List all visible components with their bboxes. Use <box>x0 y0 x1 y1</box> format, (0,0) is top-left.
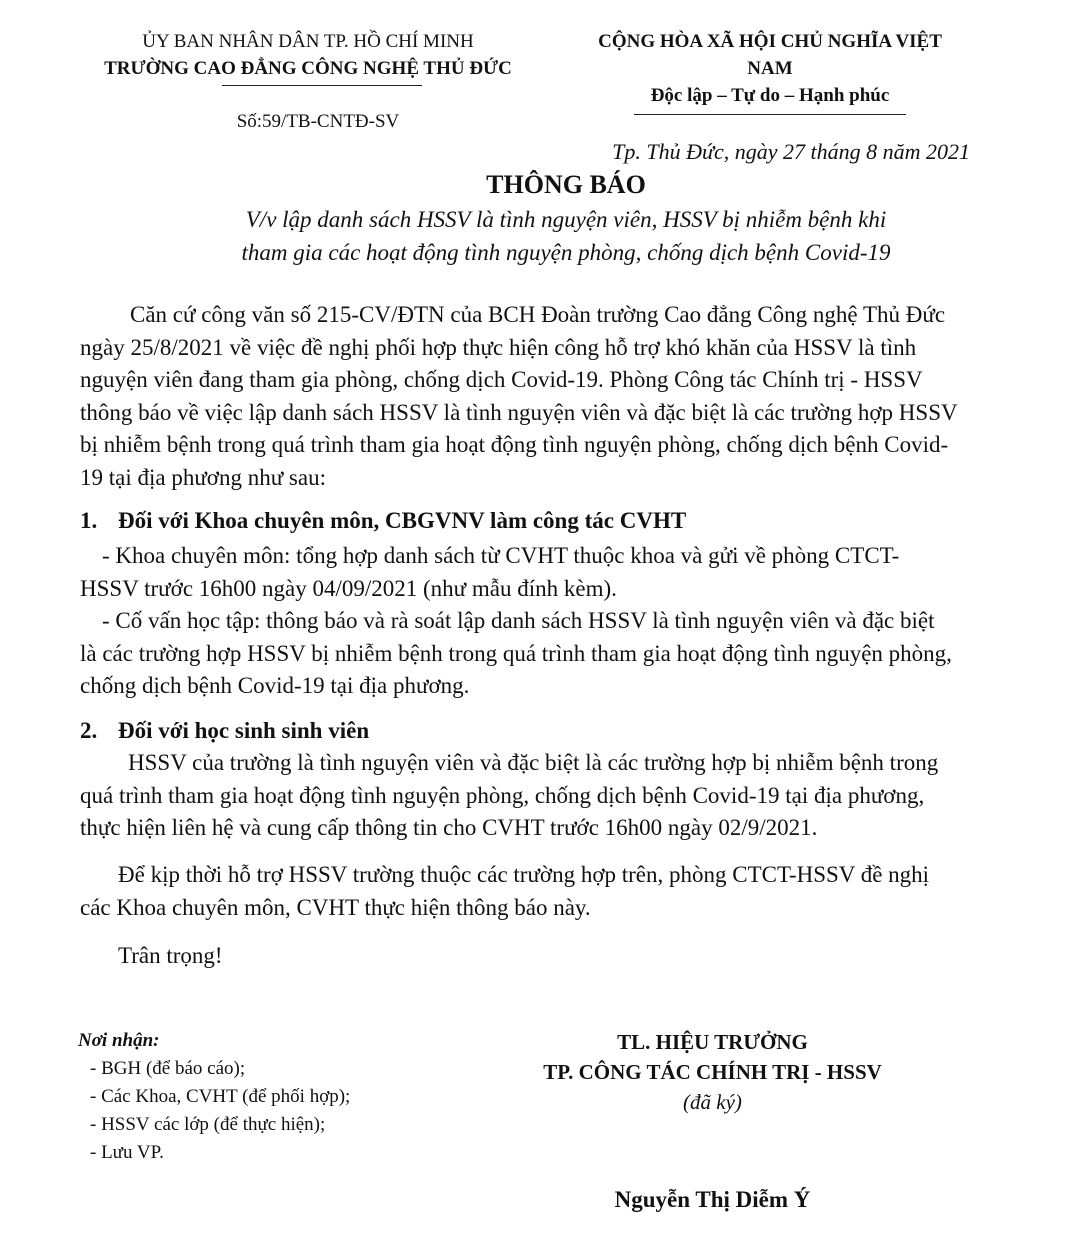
recipient-item: - Các Khoa, CVHT (để phối hợp); <box>90 1086 351 1107</box>
recipient-item: - Lưu VP. <box>90 1142 164 1163</box>
intro-line: thông báo về việc lập danh sách HSSV là tình nguyện viên và đặc biệt là các trường hợp HSSV <box>80 399 958 425</box>
section-2-body <box>80 747 1000 845</box>
document-number: Số:59/TB-CNTĐ-SV <box>236 111 400 132</box>
agency-name: TRƯỜNG CAO ĐẲNG CÔNG NGHỆ THỦ ĐỨC <box>104 58 512 79</box>
section-1-line: - Khoa chuyên môn: tổng hợp danh sách từ CVHT thuộc khoa và gửi về phòng CTCT- <box>102 543 900 568</box>
section-1-line: - Cố vấn học tập: thông báo và rà soát lập danh sách HSSV là tình nguyện viên và đặc biệt <box>102 608 935 633</box>
regards: Trân trọng! <box>118 943 223 968</box>
intro-line: nguyện viên đang tham gia phòng, chống dịch Covid-19. Phòng Công tác Chính trị - HSSV <box>80 367 923 392</box>
signature-department: TP. CÔNG TÁC CHÍNH TRỊ - HSSV <box>543 1060 882 1084</box>
document-title: THÔNG BÁO <box>486 170 646 199</box>
intro-paragraph <box>80 299 1000 494</box>
intro-line: bị nhiễm bệnh trong quá trình tham gia hoạt động tình nguyện phòng, chống dịch bệnh Covid- <box>80 432 949 457</box>
agency-parent: ỦY BAN NHÂN DÂN TP. HỒ CHÍ MINH <box>142 31 474 52</box>
section-1-title: Đối với Khoa chuyên môn, CBGVNV làm công tác CVHT <box>118 508 687 533</box>
closing-line: các Khoa chuyên môn, CVHT thực hiện thông báo này. <box>80 894 591 920</box>
recipients-block <box>78 1027 458 1167</box>
subject-line-2: tham gia các hoạt động tình nguyện phòng, chống dịch bệnh Covid-19 <box>241 240 891 265</box>
date-place: Tp. Thủ Đức, ngày 27 tháng 8 năm 2021 <box>612 139 970 164</box>
motto-underline <box>634 114 906 115</box>
section-1-line: HSSV trước 16h00 ngày 04/09/2021 (như mẫu đính kèm). <box>80 575 617 601</box>
closing-line: Để kịp thời hỗ trợ HSSV trường thuộc các trường hợp trên, phòng CTCT-HSSV đề nghị <box>118 862 930 887</box>
recipient-item: - HSSV các lớp (để thực hiện); <box>90 1114 326 1135</box>
national-motto: Độc lập – Tự do – Hạnh phúc <box>650 85 890 106</box>
intro-line: ngày 25/8/2021 về việc đề nghị phối hợp thực hiện công hỗ trợ khó khăn của HSSV là tình <box>80 334 917 360</box>
national-header <box>585 28 955 109</box>
signature-block <box>500 1027 925 1117</box>
intro-line: 19 tại địa phương như sau: <box>80 464 326 490</box>
signer-name: Nguyễn Thị Diễm Ý <box>614 1187 811 1212</box>
national-title-line1: CỘNG HÒA XÃ HỘI CHỦ NGHĨA VIỆT <box>598 31 942 52</box>
section-1-body <box>80 540 1000 703</box>
document-subject <box>0 203 1080 269</box>
signature-note: (đã ký) <box>683 1090 742 1114</box>
section-2-heading <box>80 715 1000 748</box>
signature-title: TL. HIỆU TRƯỞNG <box>617 1030 808 1054</box>
intro-line: Căn cứ công văn số 215-CV/ĐTN của BCH Đoàn trường Cao đẳng Công nghệ Thủ Đức <box>130 302 946 327</box>
recipients-label: Nơi nhận: <box>78 1030 160 1051</box>
section-2-title: Đối với học sinh sinh viên <box>118 718 370 743</box>
section-1-line: chống dịch bệnh Covid-19 tại địa phương. <box>80 673 470 698</box>
section-2-line: HSSV của trường là tình nguyện viên và đặc biệt là các trường hợp bị nhiễm bệnh trong <box>128 750 939 775</box>
section-1-number: 1. <box>80 508 98 533</box>
section-1-heading <box>80 505 1000 538</box>
section-2-number: 2. <box>80 718 98 743</box>
national-title-line2: NAM <box>747 58 793 79</box>
section-2-line: quá trình tham gia hoạt động tình nguyện phòng, chống dịch bệnh Covid-19 tại địa phương, <box>80 782 925 808</box>
subject-line-1: V/v lập danh sách HSSV là tình nguyện viên, HSSV bị nhiễm bệnh khi <box>245 207 887 232</box>
section-2-line: thực hiện liên hệ và cung cấp thông tin cho CVHT trước 16h00 ngày 02/9/2021. <box>80 815 818 840</box>
agency-underline <box>222 85 422 86</box>
section-1-line: là các trường hợp HSSV bị nhiễm bệnh trong quá trình tham gia hoạt động tình nguyện phòng, <box>80 640 952 666</box>
agency-header <box>98 28 518 82</box>
closing-paragraph <box>80 859 1000 924</box>
recipient-item: - BGH (để báo cáo); <box>90 1058 246 1079</box>
